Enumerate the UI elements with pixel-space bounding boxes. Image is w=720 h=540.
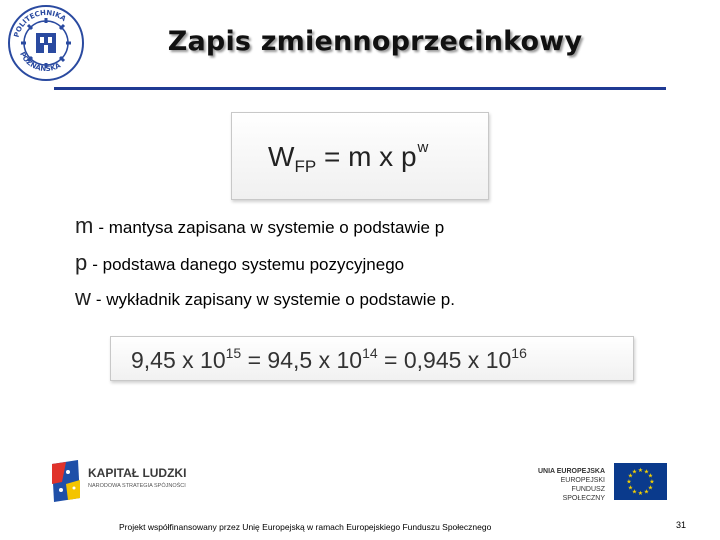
definition-text: - mantysa zapisana w systemie o podstawie p (98, 218, 445, 237)
formula-box (231, 112, 489, 200)
example-box (110, 336, 634, 381)
example-equation (131, 345, 527, 374)
svg-text:★: ★ (631, 488, 638, 496)
slide-title: Zapis zmiennoprzecinkowy (167, 26, 583, 57)
svg-text:★: ★ (627, 472, 634, 480)
svg-text:★: ★ (637, 490, 644, 497)
example-part-3: = 0,945 x 10 (377, 347, 512, 373)
example-exponent-2: 14 (362, 345, 378, 361)
example-exponent-3: 16 (511, 345, 527, 361)
svg-text:★: ★ (627, 484, 634, 492)
definition-symbol: m (75, 213, 94, 238)
svg-text:★: ★ (643, 488, 650, 496)
definition-text: - podstawa danego systemu pozycyjnego (92, 255, 405, 274)
svg-text:POLITECHNIKA: POLITECHNIKA (12, 8, 68, 39)
svg-text:★: ★ (631, 468, 638, 476)
formula (268, 139, 428, 177)
university-logo (6, 3, 86, 83)
eu-label-line3: FUNDUSZ SPOŁECZNY (562, 486, 605, 502)
example-part-1: 9,45 x 10 (131, 347, 226, 373)
eu-label-line1: UNIA EUROPEJSKA (537, 468, 605, 475)
formula-base: W (268, 141, 295, 172)
formula-subscript: FP (294, 157, 317, 176)
footer-funding-note: Projekt współfinansowany przez Unię Europejską w ramach Europejskiego Funduszu Społecznego (119, 522, 492, 532)
definition-p (75, 250, 404, 276)
svg-text:★: ★ (647, 472, 654, 480)
eu-label (533, 467, 605, 503)
formula-superscript: w (417, 139, 429, 156)
formula-rest: = m x p (316, 141, 417, 172)
kapital-ludzki-logo-icon (48, 458, 84, 504)
eu-label-line2: EUROPEJSKI (560, 477, 605, 484)
eu-flag-icon (614, 463, 667, 500)
example-exponent-1: 15 (225, 345, 242, 361)
svg-text:★: ★ (647, 484, 654, 492)
svg-text:★: ★ (649, 478, 655, 486)
svg-text:POZNAŃSKA: POZNAŃSKA (18, 50, 62, 74)
page-number: 31 (676, 520, 687, 530)
definition-w (75, 285, 455, 311)
definition-symbol: w (75, 285, 91, 310)
svg-text:★: ★ (643, 468, 650, 476)
kapital-ludzki-name: KAPITAŁ LUDZKI (88, 466, 187, 480)
svg-text:★: ★ (626, 478, 632, 486)
svg-text:★: ★ (637, 467, 644, 474)
definition-symbol: p (75, 250, 88, 275)
definition-text: - wykładnik zapisany w systemie o podstawie p. (95, 290, 455, 309)
definition-m (75, 213, 444, 239)
kapital-ludzki-subtitle: NARODOWA STRATEGIA SPÓJNOŚCI (88, 483, 186, 489)
title-divider (54, 87, 666, 90)
example-part-2: = 94,5 x 10 (241, 347, 363, 373)
